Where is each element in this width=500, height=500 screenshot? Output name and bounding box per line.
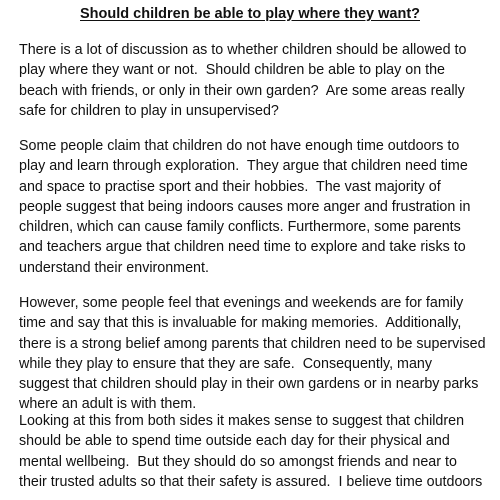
text-line: people suggest that being indoors causes more anger and frustration in (19, 198, 471, 215)
text-line: However, some people feel that evenings and weekends are for family (19, 295, 464, 311)
text-line: while they play to ensure that they are safe. Consequently, many (19, 355, 432, 372)
text-line: understand their environment. (19, 259, 209, 276)
text-line: There is a lot of discussion as to whether children should be allowed to (19, 42, 467, 58)
document-title: Should children be able to play where they want? (80, 6, 420, 22)
text-line: Some people claim that children do not have enough time outdoors to (19, 138, 460, 154)
text-line: and space to practise sport and their hobbies. The vast majority of (19, 178, 441, 195)
paragraph-conclusion (19, 411, 489, 492)
text-line: beach with friends, or only in their own garden? Are some areas really (19, 82, 465, 99)
text-line: safe for children to play in unsupervised? (19, 102, 279, 119)
text-line: play where they want or not. Should children be able to play on the (19, 62, 446, 79)
text-line: and teachers argue that children need time to explore and take risks to (19, 239, 466, 256)
text-line: where an adult is with them. (19, 396, 197, 413)
text-line: mental wellbeing. But they should do so amongst friends and near to (19, 453, 457, 470)
text-line: children, which can cause family conflicts. Furthermore, some parents (19, 219, 461, 236)
text-line: should be able to spend time outside each day for their physical and (19, 433, 450, 450)
text-line: Looking at this from both sides it makes sense to suggest that children (19, 413, 465, 429)
text-line: suggest that children should play in their own gardens or in nearby parks (19, 376, 479, 393)
text-line: there is a strong belief among parents that children need to be supervised (19, 335, 486, 352)
paragraph-arguments-for (19, 136, 489, 278)
text-line: time and say that this is invaluable for making memories. Additionally, (19, 315, 462, 332)
paragraph-introduction (19, 40, 489, 121)
text-line: play and learn through exploration. They argue that children need time (19, 158, 468, 175)
paragraph-arguments-against (19, 293, 489, 415)
text-line: their trusted adults so that their safety is assured. I believe time outdoors (19, 473, 483, 490)
